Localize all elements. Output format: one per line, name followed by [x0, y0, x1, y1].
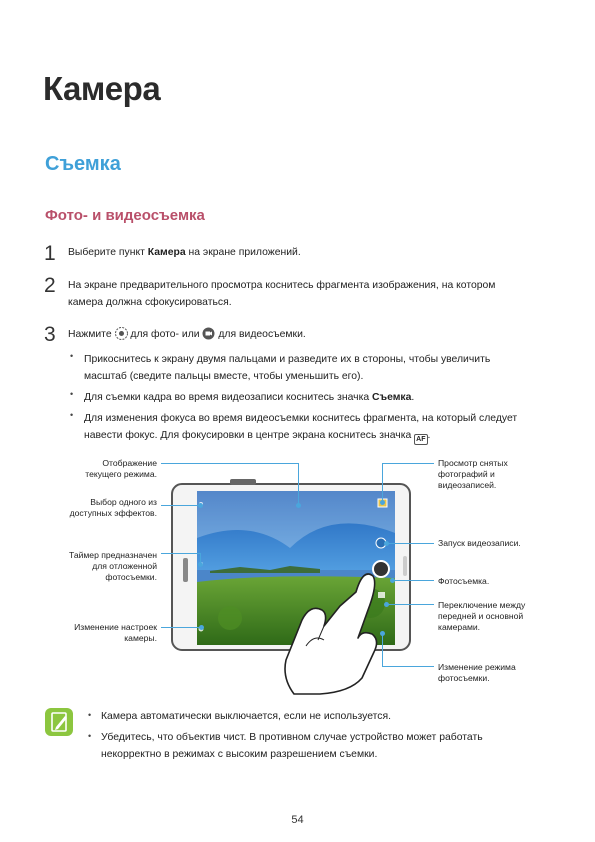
- section-heading: Съемка: [45, 153, 121, 175]
- callout-gallery: Просмотр снятых фотографий и видеозаписей.: [438, 458, 508, 490]
- step-text: Нажмите для фото- или для видеосъемки.: [68, 329, 306, 340]
- note-item: Камера автоматически выключается, если не используется.: [101, 711, 392, 722]
- callout-timer: Таймер предназначен для отложенной фотосъемки.: [68, 550, 157, 582]
- bullet-item: Для изменения фокуса во время видеосъемки коснитесь фрагмента, на который следует навести фокус. Для фокусировки в центре экрана коснитесь значка AF .: [84, 413, 518, 443]
- note-icon: [44, 707, 74, 737]
- callout-settings: Изменение настроек камеры.: [74, 622, 157, 643]
- step-number: 3: [44, 323, 56, 346]
- step-number: 1: [44, 242, 56, 265]
- video-record-icon: [202, 327, 215, 340]
- callout-mode-change: Изменение режима фотосъемки.: [438, 662, 516, 683]
- note-item: Убедитесь, что объектив чист. В противном случае устройство может работать некорректно в режимах с высоким разрешением съемки.: [101, 732, 483, 760]
- bullet-marker: •: [88, 731, 92, 741]
- step-number: 2: [44, 274, 56, 297]
- page-number: 54: [291, 814, 304, 826]
- bullet-marker: •: [70, 389, 74, 399]
- step-text: Выберите пункт Камера на экране приложений.: [68, 247, 301, 258]
- af-focus-icon: AF: [416, 436, 426, 443]
- callout-photo: Фотосъемка.: [438, 576, 490, 586]
- step-text: На экране предварительного просмотра коснитесь фрагмента изображения, на котором камера должна сфокусироваться.: [68, 280, 496, 308]
- subsection-heading: Фото- и видеосъемка: [45, 207, 205, 224]
- callout-effects: Выбор одного из доступных эффектов.: [69, 497, 157, 518]
- callout-switch-camera: Переключение между передней и основной камерами.: [438, 600, 526, 632]
- bullet-marker: •: [70, 351, 74, 361]
- camera-shutter-icon: [115, 327, 128, 340]
- callout-record: Запуск видеозаписи.: [438, 538, 521, 548]
- bullet-item: Для съемки кадра во время видеозаписи коснитесь значка Съемка.: [84, 392, 415, 403]
- callout-current-mode: Отображение текущего режима.: [85, 458, 157, 479]
- bullet-marker: •: [70, 410, 74, 420]
- hand-illustration: [270, 560, 400, 695]
- page-title: Камера: [43, 70, 161, 107]
- bullet-marker: •: [88, 710, 92, 720]
- bullet-item: Прикоснитесь к экрану двумя пальцами и разведите их в стороны, чтобы увеличить масштаб (сведите пальцы вместе, чтобы уменьшить его).: [84, 354, 491, 382]
